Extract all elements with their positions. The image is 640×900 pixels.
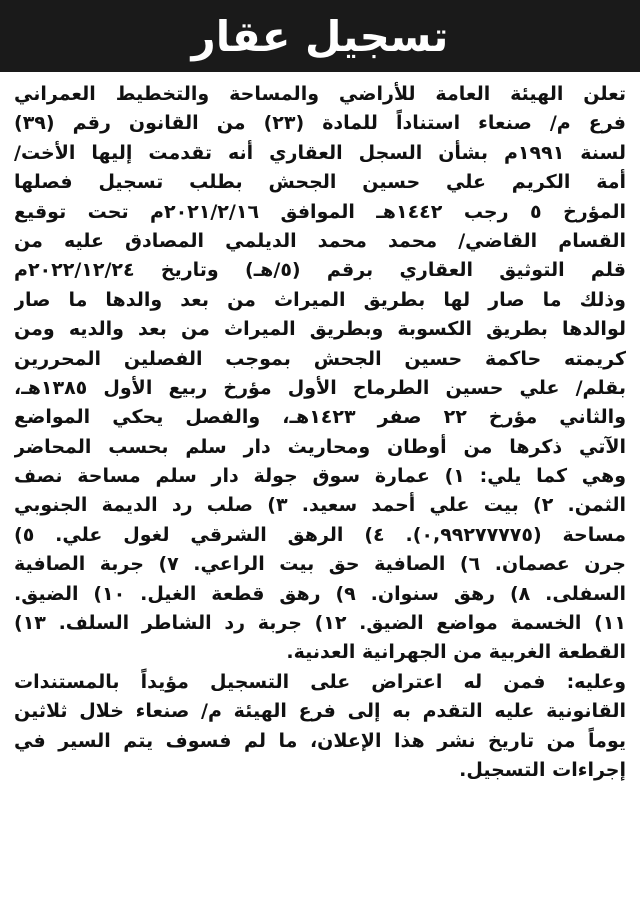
notice-line: القانونية عليه التقدم به إلى فرع الهيئة م/ صنعاء خلال ثلاثين	[14, 700, 626, 723]
notice-line: مساحة (٠,٩٩٢٧٧٧٧٥). ٤) الرهق الشرقي لغول علي. ٥)	[14, 523, 626, 546]
notice-line: جرن عصمان. ٦) الصافية حق بيت الراعي. ٧) جربة الصافية	[14, 553, 626, 576]
notice-line: يوماً من تاريخ نشر هذا الإعلان، ما لم فسوف يتم السير في	[14, 729, 626, 752]
notice-line: بقلم/ علي حسين الطرماح الأول مؤرخ ربيع الأول ١٣٨٥هـ،	[14, 376, 626, 399]
notice-line: ١١) الخسمة مواضع الضيق. ١٢) جربة رد الشاطر السلف. ١٣)	[14, 612, 626, 635]
notice-line: أمة الكريم علي حسين الجحش بطلب تسجيل فصلها	[14, 171, 626, 194]
notice-line: السفلى. ٨) رهق سنوان. ٩) رهق قطعة الغيل. ١٠) الضيق.	[14, 582, 626, 605]
notice-line: القسام القاضي/ محمد محمد الديلمي المصادق عليه من	[14, 229, 626, 252]
notice-line: المؤرخ ٥ رجب ١٤٤٢هـ الموافق ٢٠٢١/٢/١٦م تحت توقيع	[14, 200, 626, 223]
notice-line: وعليه: فمن له اعتراض على التسجيل مؤيداً بالمستندات	[14, 670, 626, 693]
notice-line: فرع م/ صنعاء استناداً للمادة (٢٣) من القانون رقم (٣٩)	[14, 112, 626, 135]
notice-line: القطعة الغربية من الجهرانية العدنية.	[286, 641, 626, 664]
notice-line: وهي كما يلي: ١) عمارة سوق جولة دار سلم مساحة نصف	[14, 465, 626, 488]
notice-line: الثمن. ٢) بيت علي أحمد سعيد. ٣) صلب رد الديمة الجنوبي	[14, 494, 626, 517]
notice-line: وذلك ما صار لها بطريق الميراث من بعد والدها ما صار	[14, 288, 626, 311]
notice-line: والثاني مؤرخ ٢٢ صفر ١٤٢٣هـ، والفصل يحكي المواضع	[14, 406, 626, 429]
notice-line: قلم التوثيق العقاري برقم (٥/هـ) وتاريخ ٢٠٢٢/١٢/٢٤م	[14, 259, 626, 282]
notice-line: لوالدها بطريق الكسوبة وبطريق الميراث من بعد والديه ومن	[14, 318, 626, 341]
notice-line: لسنة ١٩٩١م بشأن السجل العقاري أنه تقدمت إليها الأخت/	[14, 141, 626, 164]
notice-line: تعلن الهيئة العامة للأراضي والمساحة والتخطيط العمراني	[14, 83, 626, 105]
notice-line: كريمته حاكمة حسين الجحش بموجب الفصلين المحررين	[14, 347, 626, 370]
notice-body	[14, 80, 626, 785]
notice-line: الآتي ذكرها من أوطان ومحاريث دار سلم بحسب المحاضر	[14, 435, 626, 458]
notice-title: تسجيل عقار	[0, 0, 640, 72]
notice-line: إجراءات التسجيل.	[459, 758, 626, 781]
